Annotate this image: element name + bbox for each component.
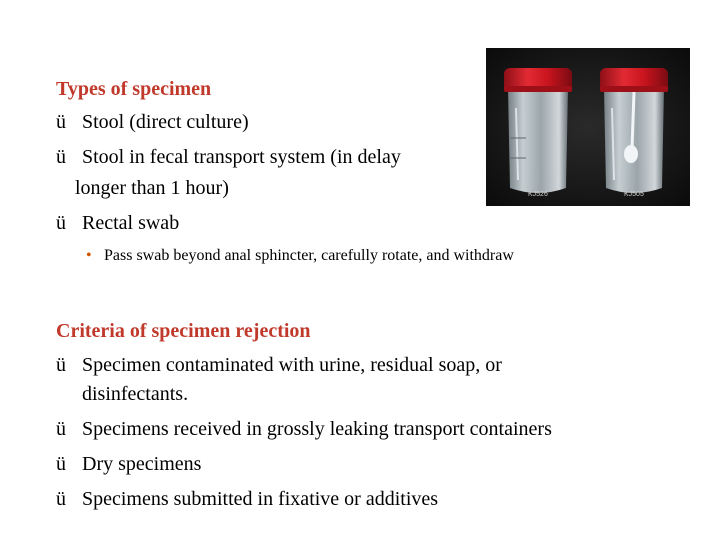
check-icon: ü bbox=[56, 212, 66, 234]
list-item-text: Specimens submitted in fixative or additives bbox=[82, 488, 439, 510]
photo-label-right: KJ505 bbox=[624, 191, 644, 198]
check-icon: ü bbox=[56, 488, 66, 510]
list-item bbox=[56, 111, 249, 133]
specimen-containers-image bbox=[486, 48, 690, 206]
list-item bbox=[56, 354, 502, 376]
check-icon: ü bbox=[56, 354, 66, 376]
list-item bbox=[56, 146, 401, 168]
sub-list-item-text: Pass swab beyond anal sphincter, carefully rotate, and withdraw bbox=[104, 247, 514, 264]
sub-list-item bbox=[86, 246, 514, 266]
check-icon: ü bbox=[56, 418, 66, 440]
bullet-icon: • bbox=[86, 247, 92, 264]
check-icon: ü bbox=[56, 111, 66, 133]
list-item-continuation bbox=[75, 177, 229, 199]
list-item bbox=[56, 488, 438, 510]
list-item-text: Dry specimens bbox=[82, 453, 202, 475]
list-item-text: Rectal swab bbox=[82, 212, 180, 234]
specimen-cup-right bbox=[600, 68, 668, 193]
specimen-cup-left bbox=[504, 68, 572, 193]
list-item-text: Stool in fecal transport system (in delay bbox=[82, 146, 401, 168]
list-item-text: Stool (direct culture) bbox=[82, 111, 249, 133]
list-item-text: Specimen contaminated with urine, residual soap, or bbox=[82, 354, 502, 376]
check-icon: ü bbox=[56, 146, 66, 168]
list-item-text: longer than 1 hour) bbox=[75, 177, 229, 199]
section-title-types: Types of specimen bbox=[56, 78, 212, 100]
list-item-text: Specimens received in grossly leaking transport containers bbox=[82, 418, 552, 440]
list-item-text: disinfectants. bbox=[82, 383, 189, 405]
section-title-rejection: Criteria of specimen rejection bbox=[56, 320, 311, 342]
photo-label-left: KJ526 bbox=[528, 191, 548, 198]
list-item bbox=[56, 418, 552, 440]
check-icon: ü bbox=[56, 453, 66, 475]
list-item bbox=[56, 453, 201, 475]
list-item-continuation bbox=[82, 383, 188, 405]
list-item bbox=[56, 212, 179, 234]
